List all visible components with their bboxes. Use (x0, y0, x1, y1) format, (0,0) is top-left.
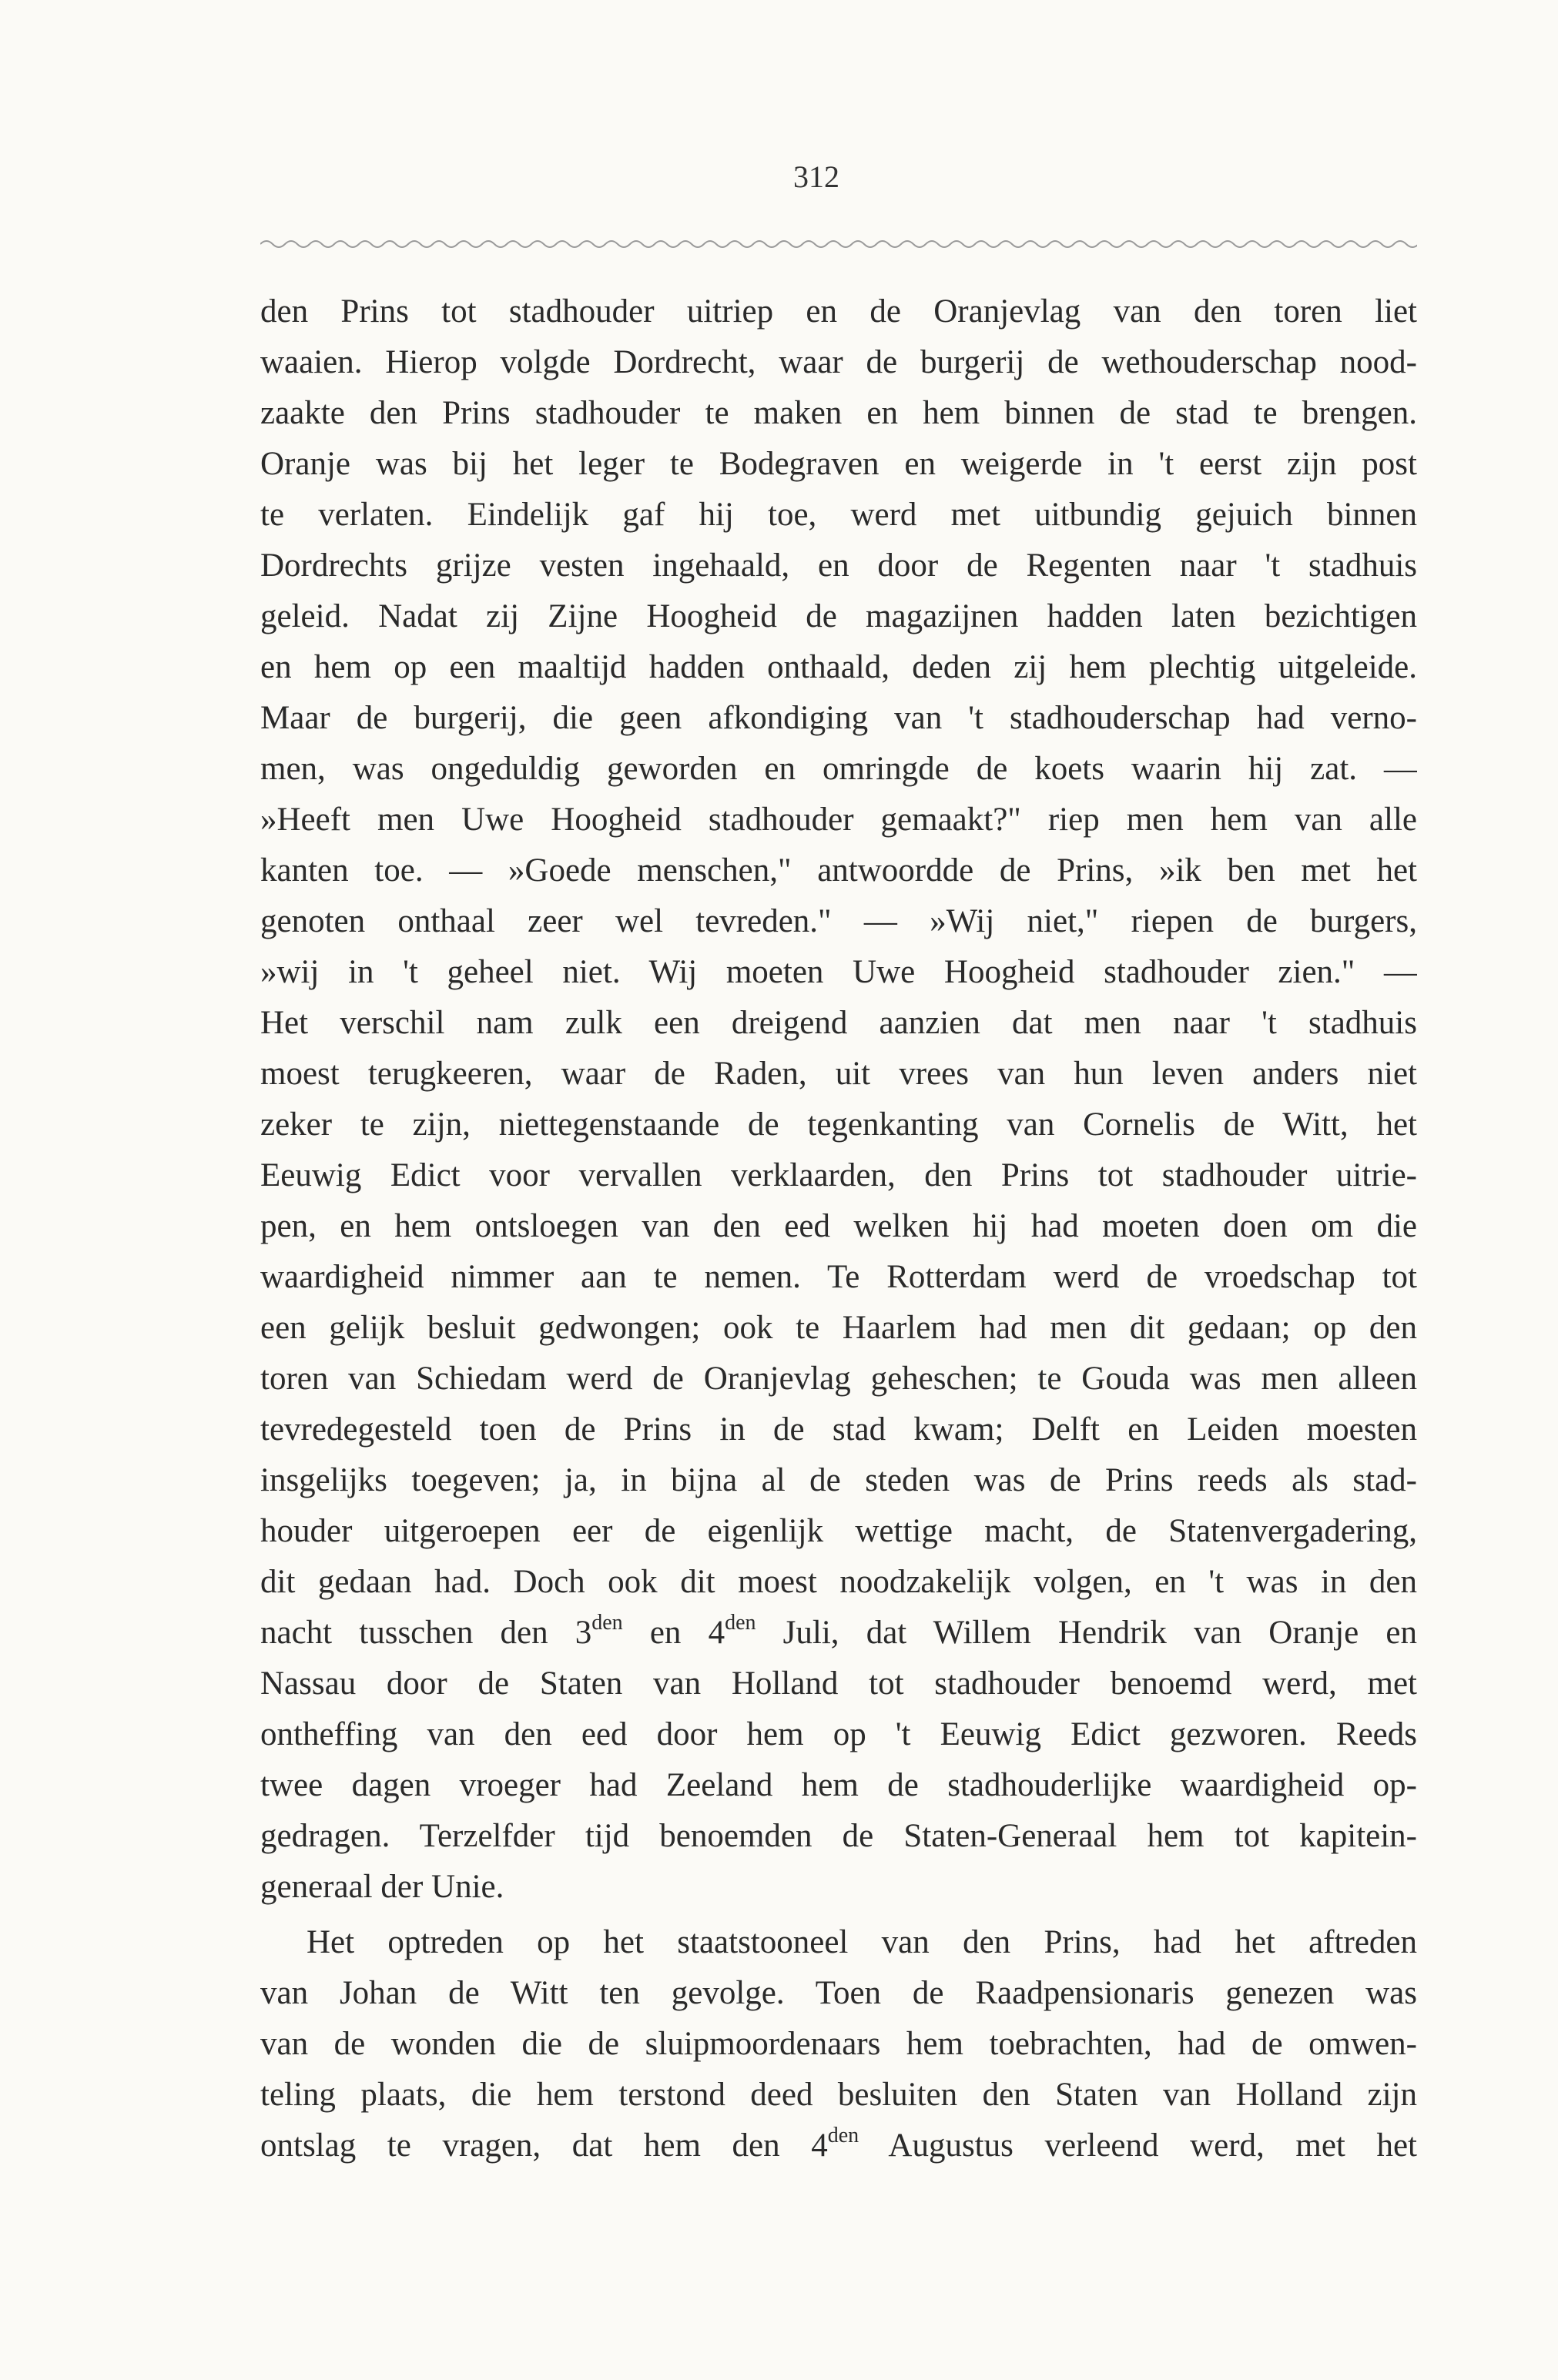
text-segment: ontslag te vragen, dat hem den 4 (260, 2127, 828, 2164)
text-line: tevredegesteld toen de Prins in de stad kwam; Delft en Leiden moesten (260, 1411, 1417, 1448)
text-line: zaakte den Prins stadhouder te maken en hem binnen de stad te brengen. (260, 395, 1417, 431)
text-line: Oranje was bij het leger te Bodegraven en weigerde in 't eerst zijn post (260, 446, 1417, 482)
text-line: Het verschil nam zulk een dreigend aanzien dat men naar 't stadhuis (260, 1005, 1417, 1041)
text-line: houder uitgeroepen eer de eigenlijk wettige macht, de Statenvergadering, (260, 1513, 1417, 1549)
text-line: waardigheid nimmer aan te nemen. Te Rotterdam werd de vroedschap tot (260, 1259, 1417, 1295)
text-line: van Johan de Witt ten gevolge. Toen de Raadpensionaris genezen was (260, 1975, 1417, 2011)
text-line: ontheffing van den eed door hem op 't Eeuwig Edict gezworen. Reeds (260, 1716, 1417, 1752)
text-line: geleid. Nadat zij Zijne Hoogheid de magazijnen hadden laten bezichtigen (260, 598, 1417, 634)
text-line: den Prins tot stadhouder uitriep en de Oranjevlag van den toren liet (260, 293, 1417, 330)
text-segment: nacht tusschen den 3 (260, 1615, 592, 1651)
text-line: Eeuwig Edict voor vervallen verklaarden, den Prins tot stadhouder uitrie- (260, 1157, 1417, 1193)
text-segment: Juli, dat Willem Hendrik van Oranje en (756, 1615, 1417, 1651)
text-line: insgelijks toegeven; ja, in bijna al de steden was de Prins reeds als stad- (260, 1462, 1417, 1498)
text-line: moest terugkeeren, waar de Raden, uit vrees van hun leven anders niet (260, 1056, 1417, 1092)
text-line: men, was ongeduldig geworden en omringde de koets waarin hij zat. — (260, 751, 1417, 787)
page-number: 312 (793, 159, 839, 194)
body-text (260, 286, 1417, 2171)
text-line: Dordrechts grijze vesten ingehaald, en door de Regenten naar 't stadhuis (260, 547, 1417, 584)
text-line: genoten onthaal zeer wel tevreden." — »Wij niet," riepen de burgers, (260, 903, 1417, 939)
superscript-text: den (591, 1611, 623, 1635)
text-line: Nassau door de Staten van Holland tot stadhouder benoemd werd, met (260, 1665, 1417, 1702)
decorative-wavy-rule (260, 233, 1417, 256)
text-line (260, 1608, 1417, 1659)
text-line: en hem op een maaltijd hadden onthaald, deden zij hem plechtig uitgeleide. (260, 649, 1417, 685)
text-line: gedragen. Terzelfder tijd benoemden de Staten-Generaal hem tot kapitein- (260, 1818, 1417, 1854)
text-line: generaal der Unie. (260, 1869, 504, 1905)
text-line: »Heeft men Uwe Hoogheid stadhouder gemaakt?" riep men hem van alle (260, 802, 1417, 838)
text-line: kanten toe. — »Goede menschen," antwoordde de Prins, »ik ben met het (260, 852, 1417, 889)
text-line: een gelijk besluit gedwongen; ook te Haarlem had men dit gedaan; op den (260, 1310, 1417, 1346)
superscript-text: den (827, 2124, 859, 2147)
text-line: dit gedaan had. Doch ook dit moest noodzakelijk volgen, en 't was in den (260, 1564, 1417, 1600)
text-line: te verlaten. Eindelijk gaf hij toe, werd met uitbundig gejuich binnen (260, 497, 1417, 533)
text-segment: en 4 (622, 1615, 725, 1651)
text-line: Het optreden op het staatstooneel van den Prins, had het aftreden (307, 1924, 1417, 1960)
text-line: waaien. Hierop volgde Dordrecht, waar de burgerij de wethouderschap nood- (260, 344, 1417, 380)
text-line: pen, en hem ontsloegen van den eed welken hij had moeten doen om die (260, 1208, 1417, 1244)
text-line: Maar de burgerij, die geen afkondiging van 't stadhouderschap had verno- (260, 700, 1417, 736)
text-line (260, 2121, 1417, 2171)
text-line: twee dagen vroeger had Zeeland hem de stadhouderlijke waardigheid op- (260, 1767, 1417, 1803)
superscript-text: den (725, 1611, 756, 1635)
text-line: van de wonden die de sluipmoordenaars hem toebrachten, had de omwen- (260, 2026, 1417, 2062)
text-line: »wij in 't geheel niet. Wij moeten Uwe Hoogheid stadhouder zien." — (260, 954, 1417, 990)
text-line: zeker te zijn, niettegenstaande de tegenkanting van Cornelis de Witt, het (260, 1106, 1417, 1143)
text-line: teling plaats, die hem terstond deed besluiten den Staten van Holland zijn (260, 2077, 1417, 2113)
text-line: toren van Schiedam werd de Oranjevlag geheschen; te Gouda was men alleen (260, 1361, 1417, 1397)
text-segment: Augustus verleend werd, met het (859, 2127, 1417, 2164)
